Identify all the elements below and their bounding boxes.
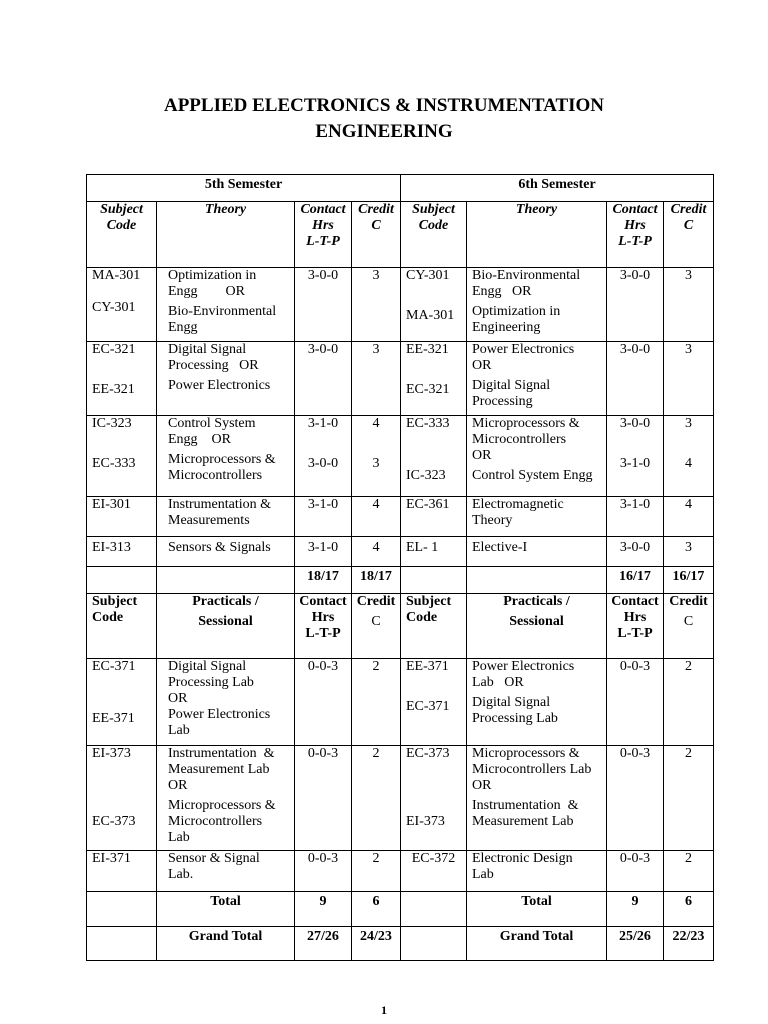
subject-cell: Optimization in Engg OR Bio-Environmental Engg [157, 268, 295, 342]
table-row [87, 268, 714, 342]
practical-header-row [87, 594, 714, 659]
subject-cell: Electronic Design Lab [467, 851, 607, 892]
subject-code-cell: EI-373 EC-373 [87, 746, 157, 851]
credit-total-cell: 6 [664, 892, 714, 927]
table-row [87, 416, 714, 497]
total-label: Total [467, 892, 607, 927]
subject-code-cell: IC-323 EC-333 [87, 416, 157, 497]
ltp-cell: 3-0-0 [295, 342, 352, 416]
subject-code-cell: EL- 1 [401, 537, 467, 567]
subject-code-cell: EE-371 EC-371 [401, 659, 467, 746]
contact-hours-header: Contact Hrs L-T-P [295, 202, 352, 268]
ltp-total-cell: 16/17 [607, 567, 664, 594]
subject-code-header: Subject Code [401, 594, 467, 659]
subject-cell: Instrumentation & Measurements [157, 497, 295, 537]
ltp-total-cell: 9 [295, 892, 352, 927]
credit-grand-total-cell: 24/23 [352, 927, 401, 961]
course-schedule-table [86, 174, 714, 961]
credit-cell: 2 [664, 851, 714, 892]
credit-total-cell: 16/17 [664, 567, 714, 594]
credit-header: Credit C [352, 202, 401, 268]
grand-total-label: Grand Total [467, 927, 607, 961]
subject-code-cell: EI-371 [87, 851, 157, 892]
empty-cell [401, 927, 467, 961]
subject-cell: Sensors & Signals [157, 537, 295, 567]
table-row [87, 659, 714, 746]
credit-cell: 2 [352, 746, 401, 851]
subject-code-cell: MA-301 CY-301 [87, 268, 157, 342]
subject-code-header: Subject Code [87, 594, 157, 659]
subject-code-cell: EC-333 IC-323 [401, 416, 467, 497]
ltp-cell: 0-0-3 [295, 659, 352, 746]
grand-total-label: Grand Total [157, 927, 295, 961]
ltp-cell: 3-1-0 3-0-0 [295, 416, 352, 497]
ltp-total-cell: 9 [607, 892, 664, 927]
subject-cell: Power Electronics Lab OR Digital Signal Processing Lab [467, 659, 607, 746]
title-line-2: ENGINEERING [315, 121, 453, 142]
credit-cell: 3 4 [664, 416, 714, 497]
ltp-cell: 3-1-0 [295, 497, 352, 537]
grand-total-row [87, 927, 714, 961]
credit-cell: 3 [664, 537, 714, 567]
ltp-cell: 3-1-0 [607, 497, 664, 537]
table-row [87, 497, 714, 537]
empty-cell [467, 567, 607, 594]
subject-code-cell: EC-371 EE-371 [87, 659, 157, 746]
subject-cell: Elective-I [467, 537, 607, 567]
subject-code-header: Subject Code [87, 202, 157, 268]
ltp-cell: 3-1-0 [295, 537, 352, 567]
ltp-cell: 3-0-0 3-1-0 [607, 416, 664, 497]
table-row [87, 746, 714, 851]
empty-cell [87, 567, 157, 594]
semester-header-row [87, 175, 714, 202]
credit-cell: 3 [664, 342, 714, 416]
credit-cell: 3 [664, 268, 714, 342]
subject-code-cell: EI-301 [87, 497, 157, 537]
subject-code-header: Subject Code [401, 202, 467, 268]
subject-cell: Electromagnetic Theory [467, 497, 607, 537]
subject-cell: Digital Signal Processing Lab OR Power Electronics Lab [157, 659, 295, 746]
semester-6-heading: 6th Semester [401, 175, 714, 202]
contact-hours-header: Contact Hrs L-T-P [607, 594, 664, 659]
empty-cell [401, 567, 467, 594]
table-row [87, 537, 714, 567]
subject-cell: Sensor & Signal Lab. [157, 851, 295, 892]
practicals-header: Practicals / Sessional [467, 594, 607, 659]
credit-header: Credit C [664, 202, 714, 268]
ltp-cell: 0-0-3 [295, 851, 352, 892]
subject-cell: Power Electronics OR Digital Signal Processing [467, 342, 607, 416]
credit-total-cell: 6 [352, 892, 401, 927]
theory-total-row [87, 567, 714, 594]
theory-header-row [87, 202, 714, 268]
subject-code-cell: EC-373 EI-373 [401, 746, 467, 851]
practicals-header: Practicals / Sessional [157, 594, 295, 659]
ltp-cell: 0-0-3 [607, 851, 664, 892]
subject-cell: Control System Engg OR Microprocessors & Microcontrollers [157, 416, 295, 497]
total-label: Total [157, 892, 295, 927]
empty-cell [87, 892, 157, 927]
ltp-cell: 3-0-0 [295, 268, 352, 342]
subject-cell: Bio-Environmental Engg OR Optimization in Engineering [467, 268, 607, 342]
ltp-cell: 3-0-0 [607, 268, 664, 342]
credit-cell: 4 [664, 497, 714, 537]
theory-header: Theory [157, 202, 295, 268]
credit-cell: 3 [352, 268, 401, 342]
ltp-cell: 3-0-0 [607, 342, 664, 416]
subject-code-cell: EC-372 [401, 851, 467, 892]
subject-code-cell: EE-321 EC-321 [401, 342, 467, 416]
ltp-cell: 0-0-3 [607, 659, 664, 746]
credit-total-cell: 18/17 [352, 567, 401, 594]
page-number: 1 [381, 1003, 387, 1017]
credit-cell: 2 [664, 659, 714, 746]
table-row [87, 851, 714, 892]
credit-header: Credit C [664, 594, 714, 659]
subject-code-cell: CY-301 MA-301 [401, 268, 467, 342]
ltp-cell: 0-0-3 [607, 746, 664, 851]
credit-cell: 2 [352, 659, 401, 746]
semester-5-heading: 5th Semester [87, 175, 401, 202]
table-row [87, 342, 714, 416]
contact-hours-header: Contact Hrs L-T-P [295, 594, 352, 659]
subject-cell: Microprocessors & Microcontrollers Lab OR Instrumentation & Measurement Lab [467, 746, 607, 851]
credit-cell: 3 [352, 342, 401, 416]
document-title [0, 93, 768, 145]
ltp-cell: 0-0-3 [295, 746, 352, 851]
credit-cell: 4 [352, 537, 401, 567]
credit-header: Credit C [352, 594, 401, 659]
credit-cell: 4 3 [352, 416, 401, 497]
credit-cell: 2 [352, 851, 401, 892]
ltp-grand-total-cell: 27/26 [295, 927, 352, 961]
subject-code-cell: EC-361 [401, 497, 467, 537]
practical-total-row [87, 892, 714, 927]
ltp-cell: 3-0-0 [607, 537, 664, 567]
ltp-grand-total-cell: 25/26 [607, 927, 664, 961]
subject-code-cell: EC-321 EE-321 [87, 342, 157, 416]
subject-cell: Digital Signal Processing OR Power Electronics [157, 342, 295, 416]
credit-cell: 2 [664, 746, 714, 851]
theory-header: Theory [467, 202, 607, 268]
credit-cell: 4 [352, 497, 401, 537]
subject-code-cell: EI-313 [87, 537, 157, 567]
empty-cell [87, 927, 157, 961]
contact-hours-header: Contact Hrs L-T-P [607, 202, 664, 268]
credit-grand-total-cell: 22/23 [664, 927, 714, 961]
ltp-total-cell: 18/17 [295, 567, 352, 594]
subject-cell: Instrumentation & Measurement Lab OR Microprocessors & Microcontrollers Lab [157, 746, 295, 851]
empty-cell [401, 892, 467, 927]
empty-cell [157, 567, 295, 594]
title-line-1: APPLIED ELECTRONICS & INSTRUMENTATION [163, 95, 605, 116]
subject-cell: Microprocessors & Microcontrollers OR Control System Engg [467, 416, 607, 497]
